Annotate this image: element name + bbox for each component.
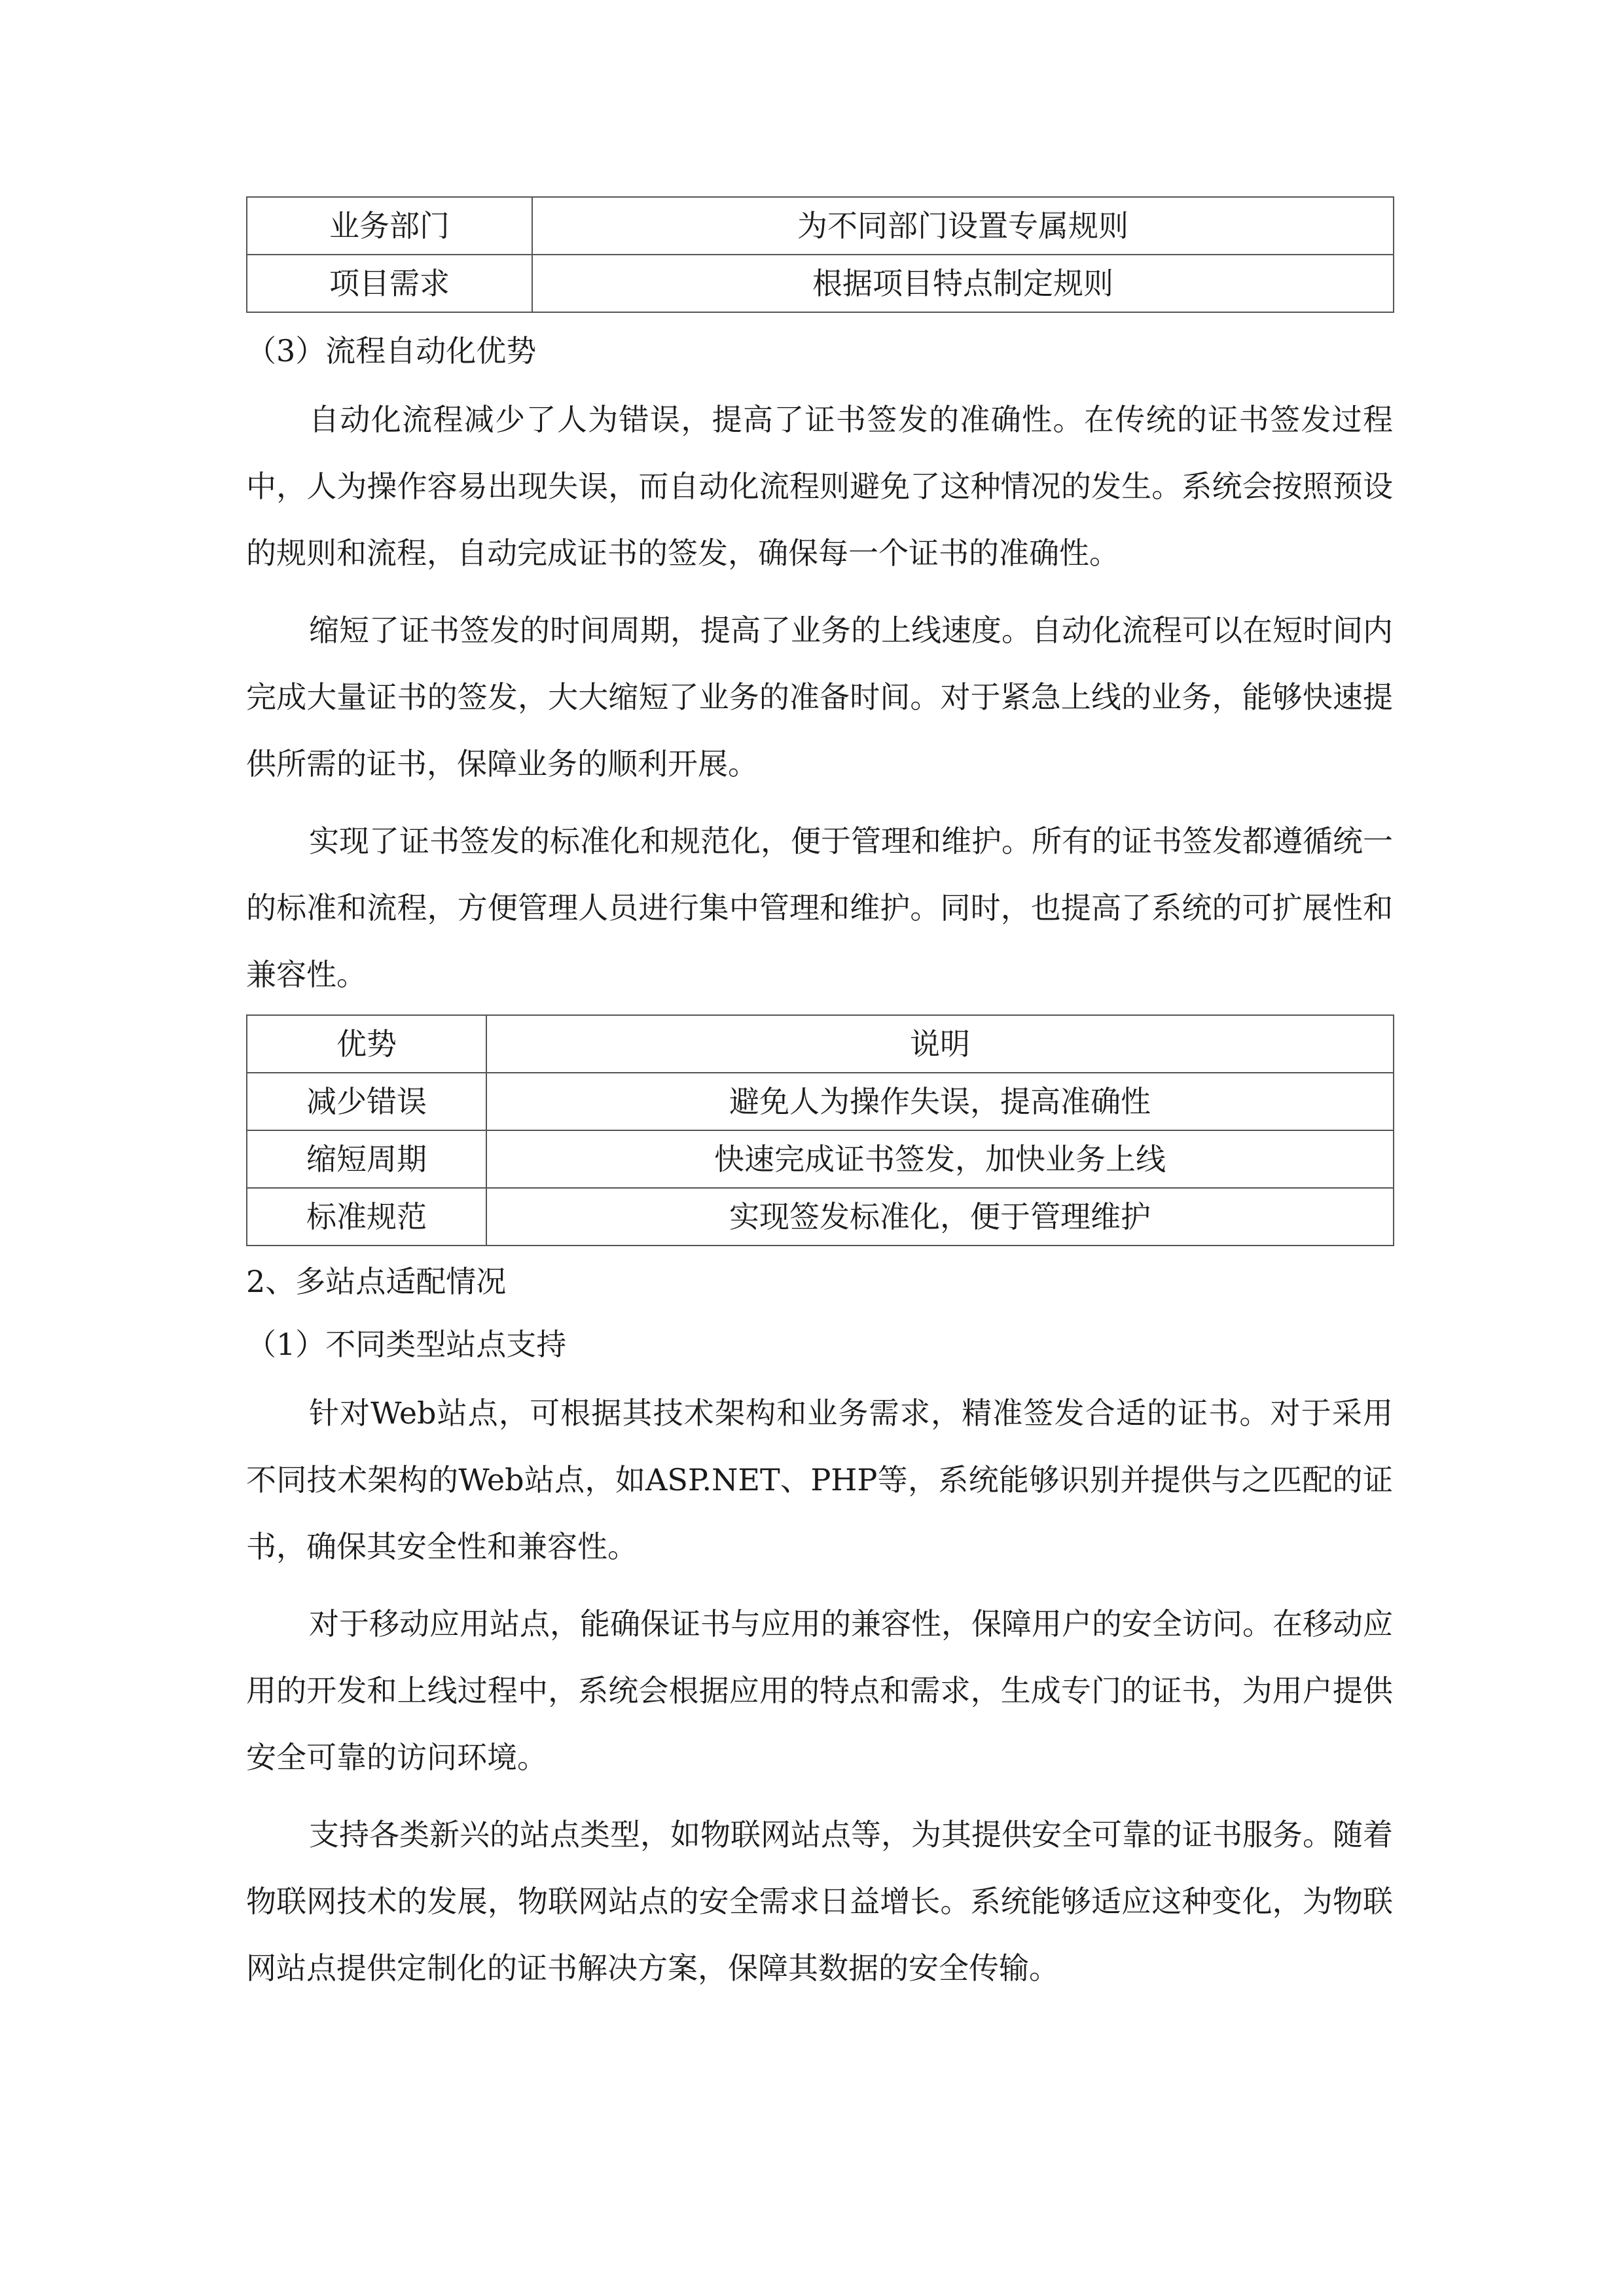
table-cell: 避免人为操作失误，提高准确性 — [486, 1073, 1394, 1130]
table-row — [247, 197, 1394, 255]
table-header: 优势 — [247, 1015, 486, 1073]
table-row — [247, 1073, 1394, 1130]
table-row — [247, 1130, 1394, 1188]
document-page — [246, 196, 1393, 2012]
paragraph: 实现了证书签发的标准化和规范化，便于管理和维护。所有的证书签发都遵循统一的标准和流程，方便管理人员进行集中管理和维护。同时，也提高了系统的可扩展性和兼容性。 — [246, 823, 1393, 992]
table-cell: 为不同部门设置专属规则 — [532, 197, 1394, 255]
table-row — [247, 255, 1394, 312]
table-row — [247, 1188, 1394, 1246]
paragraph: 支持各类新兴的站点类型，如物联网站点等，为其提供安全可靠的证书服务。随着物联网技术的发展，物联网站点的安全需求日益增长。系统能够适应这种变化，为物联网站点提供定制化的证书解决方案，保障其数据的安全传输。 — [246, 1817, 1393, 1986]
subsection-heading: （1）不同类型站点支持 — [246, 1327, 567, 1362]
table-cell: 业务部门 — [247, 197, 532, 255]
table-cell: 缩短周期 — [247, 1130, 486, 1188]
paragraph: 缩短了证书签发的时间周期，提高了业务的上线速度。自动化流程可以在短时间内完成大量证书的签发，大大缩短了业务的准备时间。对于紧急上线的业务，能够快速提供所需的证书，保障业务的顺利开展。 — [246, 613, 1393, 781]
section-heading: （3）流程自动化优势 — [246, 333, 537, 368]
paragraph: 对于移动应用站点，能确保证书与应用的兼容性，保障用户的安全访问。在移动应用的开发和上线过程中，系统会根据应用的特点和需求，生成专门的证书，为用户提供安全可靠的访问环境。 — [246, 1606, 1393, 1775]
paragraph: 针对Web站点，可根据其技术架构和业务需求，精准签发合适的证书。对于采用不同技术架构的Web站点，如ASP.NET、PHP等，系统能够识别并提供与之匹配的证书，确保其安全性和兼容性。 — [246, 1395, 1393, 1564]
advantages-table — [246, 1014, 1394, 1246]
table-cell: 快速完成证书签发，加快业务上线 — [486, 1130, 1394, 1188]
table-cell: 实现签发标准化，便于管理维护 — [486, 1188, 1394, 1246]
table-cell: 减少错误 — [247, 1073, 486, 1130]
paragraph: 自动化流程减少了人为错误，提高了证书签发的准确性。在传统的证书签发过程中，人为操作容易出现失误，而自动化流程则避免了这种情况的发生。系统会按照预设的规则和流程，自动完成证书的签发，确保每一个证书的准确性。 — [246, 402, 1393, 571]
table-cell: 项目需求 — [247, 255, 532, 312]
table-header: 说明 — [486, 1015, 1394, 1073]
table-header-row — [247, 1015, 1394, 1073]
table-cell: 根据项目特点制定规则 — [532, 255, 1394, 312]
table-cell: 标准规范 — [247, 1188, 486, 1246]
section-heading: 2、多站点适配情况 — [246, 1264, 507, 1299]
rules-table — [246, 196, 1394, 313]
